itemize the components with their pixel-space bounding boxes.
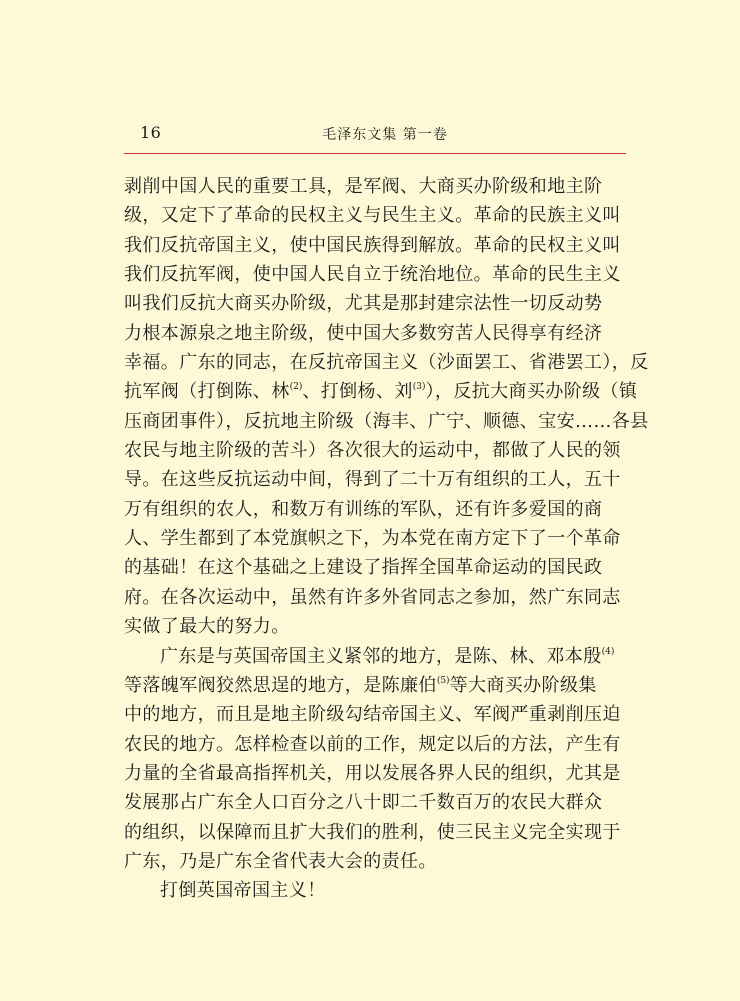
text-line: 叫我们反抗大商买办阶级，尤其是那封建宗法性一切反动势 xyxy=(124,293,603,315)
text-line: 我们反抗帝国主义，使中国民族得到解放。革命的民权主义叫 xyxy=(124,234,621,256)
page-header xyxy=(124,119,626,154)
text-line: 的基础！在这个基础之上建设了指挥全国革命运动的国民政 xyxy=(124,557,603,579)
footnote-marker[interactable]: (4) xyxy=(601,646,615,657)
text-line xyxy=(124,377,638,406)
text-line: 广东，乃是广东全省代表大会的责任。 xyxy=(124,850,437,872)
text-line: 剥削中国人民的重要工具，是军阀、大商买办阶级和地主阶 xyxy=(124,176,603,197)
text-line xyxy=(124,671,626,700)
text-segment: 抗军阀（打倒陈、林 xyxy=(124,381,290,403)
page-number: 16 xyxy=(140,123,162,142)
text-line: 发展那占广东全人口百分之八十即二千数百万的农民大群众 xyxy=(124,792,603,814)
text-line: 的组织，以保障而且扩大我们的胜利，使三民主义完全实现于 xyxy=(124,821,621,843)
text-segment: 广东是与英国帝国主义紧邻的地方，是陈、林、邓本殷 xyxy=(160,645,602,667)
text-segment: 等落魄军阀狡然思逞的地方，是陈廉伯 xyxy=(124,674,437,696)
text-line: 农民与地主阶级的苦斗）各次很大的运动中，都做了人民的领 xyxy=(124,440,621,462)
text-line: 万有组织的农人，和数万有训练的军队，还有许多爱国的商 xyxy=(124,498,603,520)
text-line: 府。在各次运动中，虽然有许多外省同志之参加，然广东同志 xyxy=(124,586,621,608)
text-line: 幸福。广东的同志，在反抗帝国主义（沙面罢工、省港罢工），反 xyxy=(124,352,649,374)
body-text xyxy=(124,172,649,906)
text-line: 实做了最大的努力。 xyxy=(124,616,290,638)
text-line: 导。在这些反抗运动中间，得到了二十万有组织的工人，五十 xyxy=(124,469,621,491)
text-line: 压商团事件），反抗地主阶级（海丰、广宁、顺德、宝安……各县 xyxy=(124,410,649,432)
text-line: 我们反抗军阀，使中国人民自立于统治地位。革命的民生主义 xyxy=(124,264,621,286)
text-line: 人、学生都到了本党旗帜之下，为本党在南方定下了一个革命 xyxy=(124,528,621,550)
footnote-marker[interactable]: (3) xyxy=(412,382,426,393)
text-line: 农民的地方。怎样检查以前的工作，规定以后的方法，产生有 xyxy=(124,733,621,755)
text-line: 中的地方，而且是地主阶级勾结帝国主义、军阀严重剥削压迫 xyxy=(124,704,621,726)
text-segment: 等大商买办阶级集 xyxy=(449,674,597,696)
text-segment: ），反抗大商买办阶级（镇 xyxy=(425,381,638,403)
text-segment: 、打倒杨、刘 xyxy=(302,381,413,403)
slogan-line: 打倒英国帝国主义！ xyxy=(160,880,326,902)
text-line: 力量的全省最高指挥机关，用以发展各界人民的组织，尤其是 xyxy=(124,762,621,784)
footnote-marker[interactable]: (2) xyxy=(289,382,303,393)
running-title: 毛泽东文集 第一卷 xyxy=(322,127,448,143)
text-line: 力根本源泉之地主阶级，使中国大多数穷苦人民得享有经济 xyxy=(124,322,603,344)
footnote-marker[interactable]: (5) xyxy=(436,675,450,686)
book-page xyxy=(124,0,649,1001)
text-line: 级，又定下了革命的民权主义与民生主义。革命的民族主义叫 xyxy=(124,205,621,227)
text-line xyxy=(124,642,626,671)
